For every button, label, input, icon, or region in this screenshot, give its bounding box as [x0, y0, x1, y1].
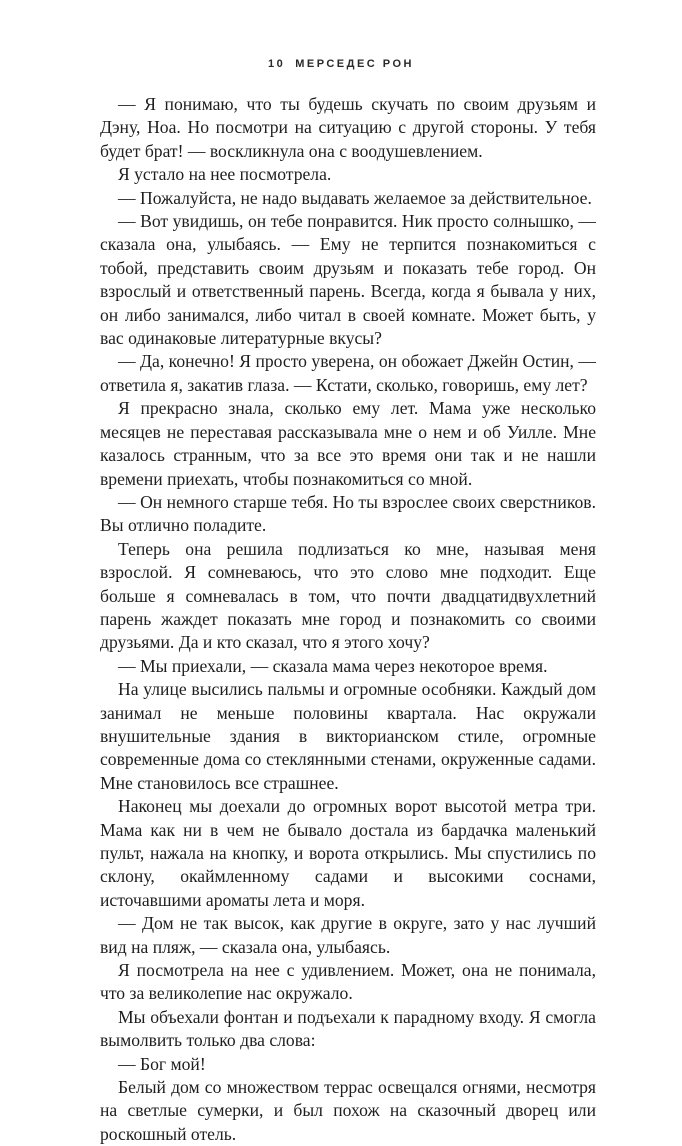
paragraph: На улице высились пальмы и огромные особняки. Каждый дом занимал не меньше половины квартала. Нас окружали внушительные здания в викторианском стиле, огромные современные дома со стеклянными стенами, окруженные садами. Мне становилось все страшнее. — [100, 679, 596, 793]
paragraph: Я устало на нее посмотрела. — [118, 164, 332, 185]
paragraph: Наконец мы доехали до огромных ворот высотой метра три. Мама как ни в чем не бывало достала из бардачка маленький пульт, нажала на кнопку, и ворота открылись. Мы спустились по склону, окаймленному садами и высокими соснами, источавшими ароматы лета и моря. — [100, 796, 596, 910]
paragraph: Белый дом со множеством террас освещался огнями, несмотря на светлые сумерки, и был похож на сказочный дворец или роскошный отель. — [100, 1077, 596, 1144]
paragraph: Теперь она решила подлизаться ко мне, называя меня взрослой. Я сомневаюсь, что это слово мне подходит. Еще больше я сомневалась в том, что почти двадцатидвухлетний парень жаждет показать мне город и познакомить со своими друзьями. Да и кто сказал, что я этого хочу? — [100, 538, 596, 653]
paragraph: Мы объехали фонтан и подъехали к парадному входу. Я смогла вымолвить только два слова: — [100, 1006, 596, 1051]
paragraph: — Бог мой! — [118, 1053, 206, 1074]
paragraph: — Мы приехали, — сказала мама через некоторое время. — [118, 655, 548, 676]
author-name: МЕРСЕДЕС РОН — [295, 58, 414, 70]
paragraph: — Да, конечно! Я просто уверена, он обожает Джейн Остин, — ответила я, закатив глаза. — Кстати, сколько, говоришь, ему лет? — [100, 351, 596, 395]
paragraph: — Вот увидишь, он тебе понравится. Ник просто солнышко, — сказала она, улыбаясь. — Ему не терпится познакомиться с тобой, представить своим друзьям и показать тебе город. Он взрослый и ответственный парень. Всегда, когда я бывала у них, он либо занимался, либо читал в своей комнате. Может быть, у вас одинаковые литературные вкусы? — [100, 211, 596, 349]
page-number: 10 — [268, 58, 286, 70]
paragraph: — Я понимаю, что ты будешь скучать по своим друзьям и Дэну, Ноа. Но посмотри на ситуацию с другой стороны. У тебя будет брат! — воскликнула она с воодушевлением. — [100, 94, 596, 161]
running-head — [0, 58, 682, 70]
body-text — [100, 93, 596, 1146]
paragraph: Я прекрасно знала, сколько ему лет. Мама уже несколько месяцев не переставая рассказывала мне о нем и об Уилле. Мне казалось странным, что за все это время они так и не нашли времени приехать, чтобы познакомиться со мной. — [100, 398, 596, 489]
paragraph: Я посмотрела на нее с удивлением. Может, она не понимала, что за великолепие нас окружало. — [100, 960, 596, 1004]
paragraph: — Он немного старше тебя. Но ты взрослее своих сверстников. Вы отлично поладите. — [100, 491, 596, 536]
paragraph: — Дом не так высок, как другие в округе, зато у нас лучший вид на пляж, — сказала она, улыбаясь. — [100, 913, 596, 957]
paragraph: — Пожалуйста, не надо выдавать желаемое за действительное. — [118, 187, 592, 208]
